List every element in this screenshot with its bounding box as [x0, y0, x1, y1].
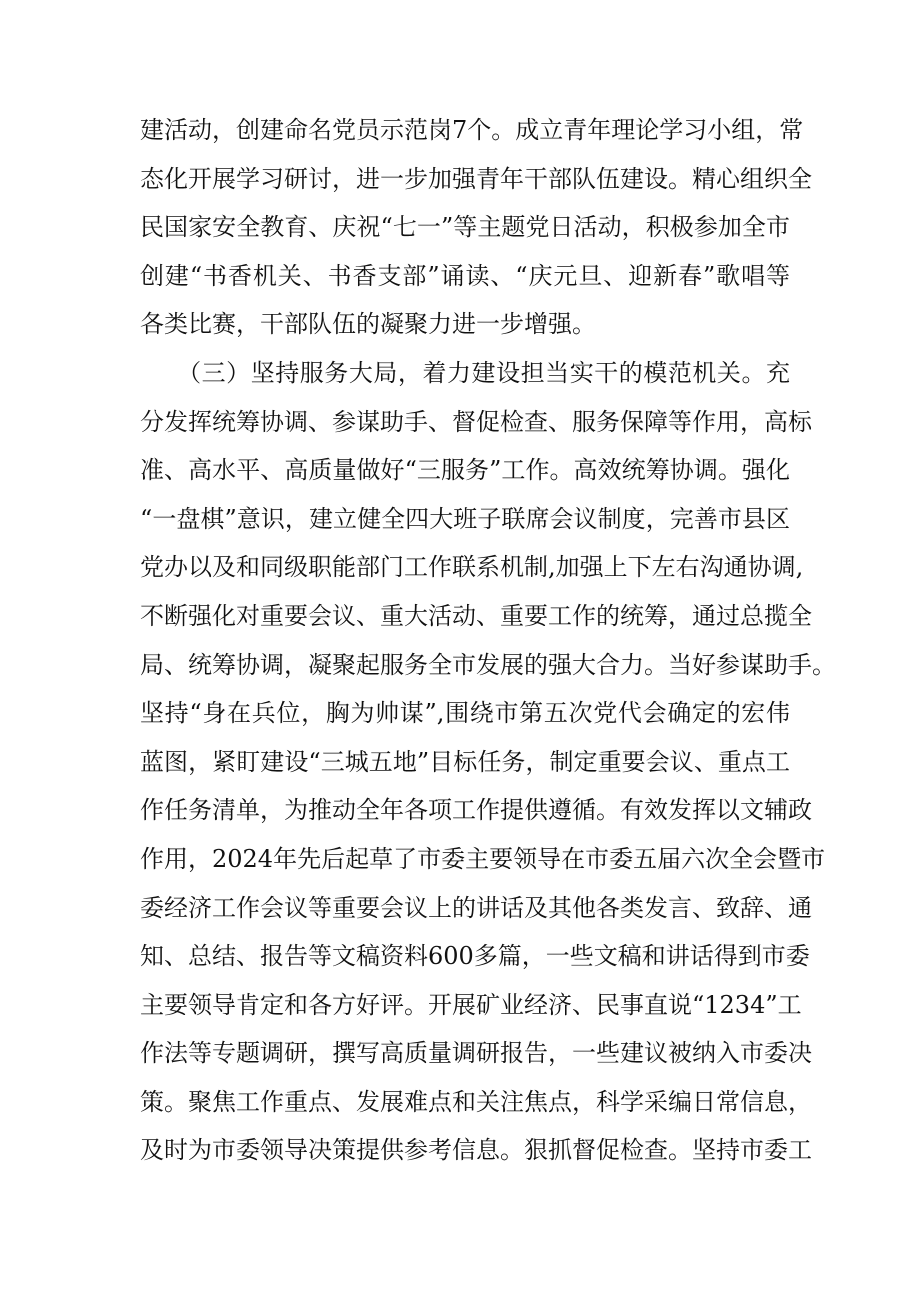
text-line: 坚持“身在兵位，胸为帅谋”,围绕市第五次党代会确定的宏伟 — [140, 699, 790, 728]
body-text — [140, 106, 836, 1175]
text-line: 作用，2024年先后起草了市委主要领导在市委五届六次全会暨市 — [140, 844, 826, 873]
text-line: 蓝图，紧盯建设“三城五地”目标任务，制定重要会议、重点工 — [140, 747, 790, 776]
text-line: 及时为市委领导决策提供参考信息。狠抓督促检查。坚持市委工 — [140, 1136, 812, 1165]
text-line: 党办以及和同级职能部门工作联系机制,加强上下左右沟通协调, — [140, 553, 804, 582]
text-line: 作法等专题调研，撰写高质量调研报告，一些建议被纳入市委决 — [140, 1039, 812, 1068]
text-line: 建活动，创建命名党员示范岗7个。成立青年理论学习小组，常 — [140, 116, 804, 144]
text-line: 作任务清单，为推动全年各项工作提供遵循。有效发挥以文辅政 — [140, 796, 812, 825]
text-line: “一盘棋”意识，建立健全四大班子联席会议制度，完善市县区 — [140, 504, 790, 533]
text-line: 主要领导肯定和各方好评。开展矿业经济、民事直说“1234”工 — [140, 990, 802, 1019]
text-line: 态化开展学习研讨，进一步加强青年干部队伍建设。精心组织全 — [140, 164, 812, 193]
text-line: 委经济工作会议等重要会议上的讲话及其他各类发言、致辞、通 — [140, 893, 812, 922]
section-heading-line: （三）坚持服务大局，着力建设担当实干的模范机关。充 — [140, 358, 790, 387]
text-line: 知、总结、报告等文稿资料600多篇，一些文稿和讲话得到市委 — [140, 942, 810, 971]
text-line: 准、高水平、高质量做好“三服务”工作。高效统筹协调。强化 — [140, 456, 790, 485]
text-line: 不断强化对重要会议、重大活动、重要工作的统筹，通过总揽全 — [140, 601, 812, 630]
text-line: 局、统筹协调，凝聚起服务全市发展的强大合力。当好参谋助手。 — [140, 650, 836, 679]
text-line: 分发挥统筹协调、参谋助手、督促检查、服务保障等作用，高标 — [140, 407, 812, 436]
text-line: 各类比赛，干部队伍的凝聚力进一步增强。 — [140, 310, 596, 339]
text-line: 策。聚焦工作重点、发展难点和关注焦点，科学采编日常信息， — [140, 1087, 812, 1116]
text-line: 民国家安全教育、庆祝“七一”等主题党日活动，积极参加全市 — [140, 213, 790, 242]
text-line: 创建“书香机关、书香支部”诵读、“庆元旦、迎新春”歌唱等 — [140, 261, 790, 290]
